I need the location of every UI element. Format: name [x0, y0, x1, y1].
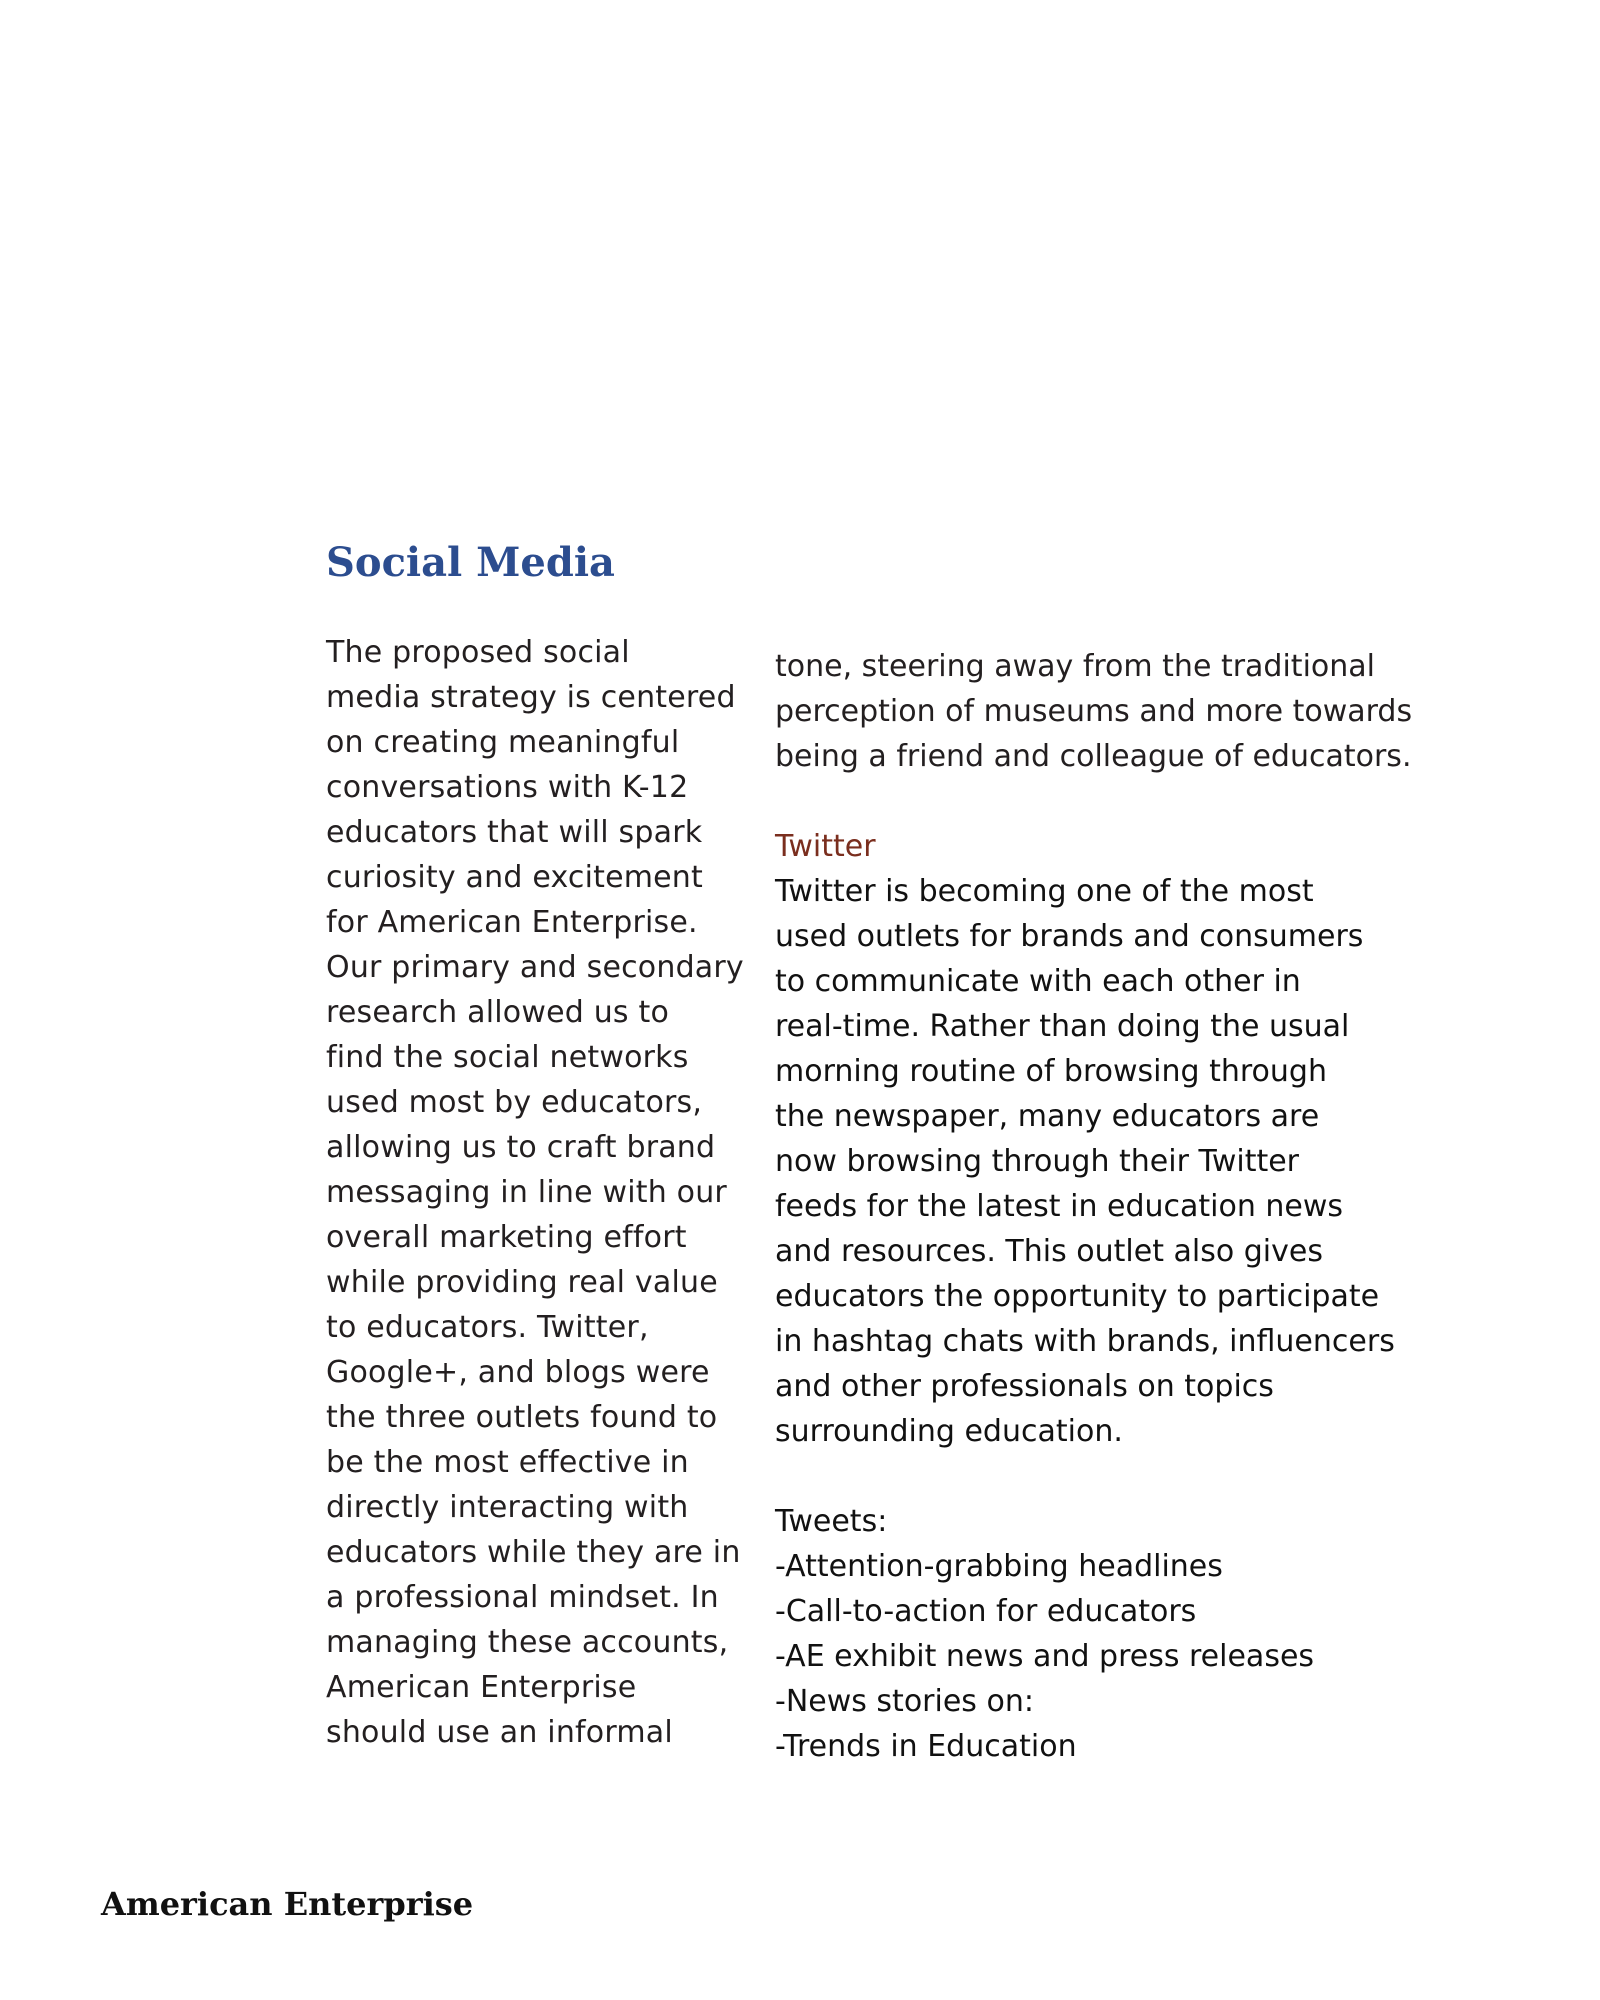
- paragraph-line: find the social networks: [326, 1040, 689, 1075]
- footer-brand: American Enterprise: [101, 1885, 474, 1923]
- paragraph-line: feeds for the latest in education news: [775, 1189, 1344, 1224]
- paragraph-line: and other professionals on topics: [775, 1369, 1274, 1404]
- paragraph-line: educators while they are in: [326, 1535, 741, 1570]
- list-item: -Attention-grabbing headlines: [775, 1549, 1223, 1584]
- paragraph-line: morning routine of browsing through: [775, 1054, 1327, 1089]
- paragraph-line: educators the opportunity to participate: [775, 1279, 1380, 1314]
- twitter-paragraph: [775, 869, 1435, 1454]
- list-item: -AE exhibit news and press releases: [775, 1639, 1315, 1674]
- list-item: -News stories on:: [775, 1684, 1034, 1719]
- paragraph-line: to educators. Twitter,: [326, 1310, 649, 1345]
- left-column-paragraph: [326, 630, 746, 1755]
- paragraph-line: and resources. This outlet also gives: [775, 1234, 1323, 1269]
- paragraph-line: used outlets for brands and consumers: [775, 919, 1364, 954]
- paragraph-line: Our primary and secondary: [326, 950, 744, 985]
- paragraph-line: now browsing through their Twitter: [775, 1144, 1300, 1179]
- paragraph-line: to communicate with each other in: [775, 964, 1301, 999]
- paragraph-line: messaging in line with our: [326, 1175, 727, 1210]
- paragraph-line: surrounding education.: [775, 1414, 1123, 1449]
- paragraph-line: on creating meaningful: [326, 725, 680, 760]
- paragraph-line: while providing real value: [326, 1265, 718, 1300]
- paragraph-line: American Enterprise: [326, 1670, 637, 1705]
- paragraph-line: conversations with K-12: [326, 770, 689, 805]
- list-item: -Trends in Education: [775, 1729, 1077, 1764]
- paragraph-line: the newspaper, many educators are: [775, 1099, 1320, 1134]
- paragraph-line: in hashtag chats with brands, influencers: [775, 1324, 1395, 1359]
- paragraph-line: research allowed us to: [326, 995, 669, 1030]
- right-column: [775, 644, 1435, 1769]
- paragraph-line: educators that will spark: [326, 815, 703, 850]
- tweets-heading: Tweets:: [775, 1504, 888, 1539]
- paragraph-line: should use an informal: [326, 1715, 673, 1750]
- paragraph-line: a professional mindset. In: [326, 1580, 719, 1615]
- paragraph-line: The proposed social: [326, 635, 630, 670]
- paragraph-line: being a friend and colleague of educators.: [775, 739, 1412, 774]
- paragraph-line: allowing us to craft brand: [326, 1130, 716, 1165]
- paragraph-line: tone, steering away from the traditional: [775, 649, 1375, 684]
- twitter-heading: Twitter: [775, 829, 876, 864]
- paragraph-line: be the most effective in: [326, 1445, 689, 1480]
- paragraph-line: overall marketing effort: [326, 1220, 687, 1255]
- tweets-list: [775, 1544, 1435, 1769]
- paragraph-line: directly interacting with: [326, 1490, 689, 1525]
- page-title: Social Media: [326, 539, 615, 586]
- paragraph-line: perception of museums and more towards: [775, 694, 1413, 729]
- paragraph-line: real-time. Rather than doing the usual: [775, 1009, 1350, 1044]
- paragraph-line: for American Enterprise.: [326, 905, 698, 940]
- paragraph-line: the three outlets found to: [326, 1400, 718, 1435]
- paragraph-line: managing these accounts,: [326, 1625, 729, 1660]
- paragraph-line: media strategy is centered: [326, 680, 736, 715]
- paragraph-line: used most by educators,: [326, 1085, 703, 1120]
- list-item: -Call-to-action for educators: [775, 1594, 1197, 1629]
- paragraph-line: Twitter is becoming one of the most: [775, 874, 1314, 909]
- paragraph-line: curiosity and excitement: [326, 860, 703, 895]
- intro-continuation-paragraph: [775, 644, 1435, 779]
- paragraph-line: Google+, and blogs were: [326, 1355, 710, 1390]
